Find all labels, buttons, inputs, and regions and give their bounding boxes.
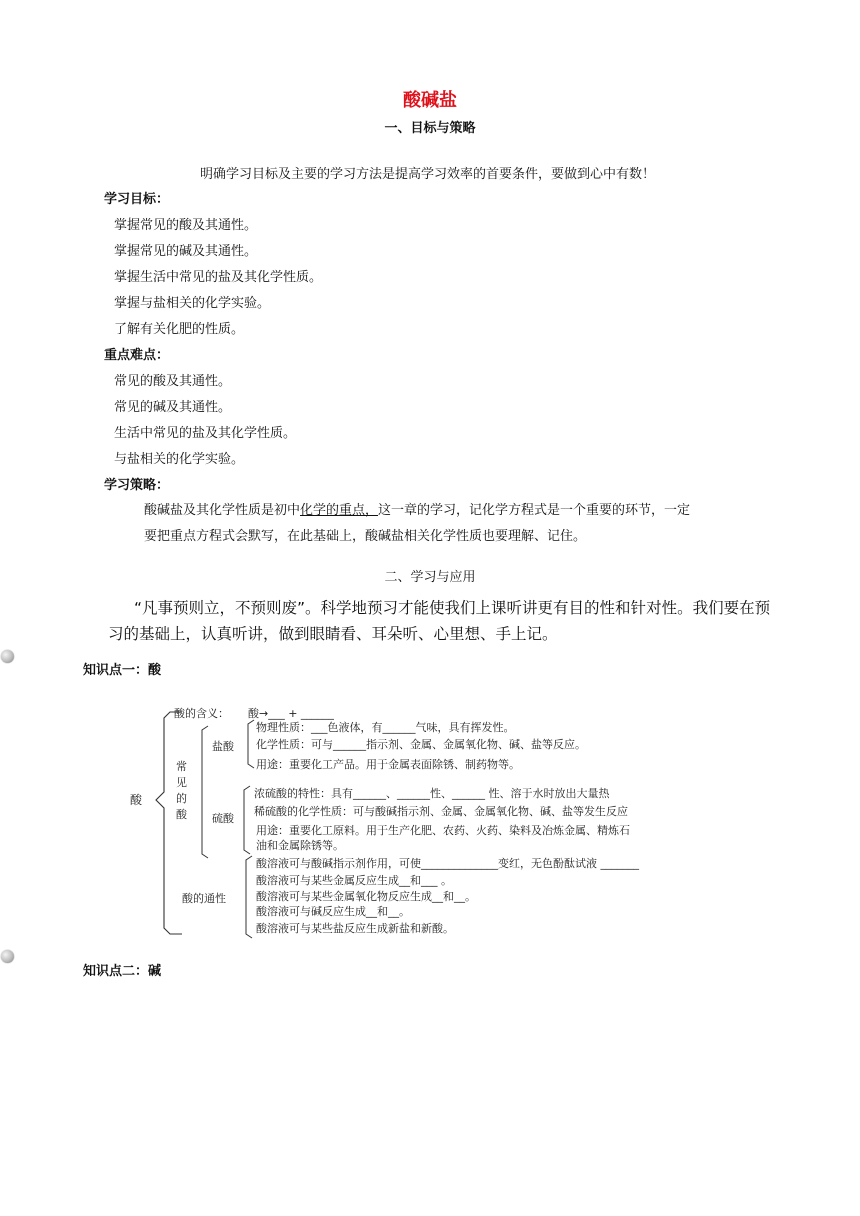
general-properties-label: 酸的通性 (182, 892, 226, 905)
goals-label: 学习目标： (104, 192, 170, 207)
bullet-icon (1, 650, 14, 663)
common-acid-char: 见 (176, 776, 187, 789)
acid-meaning-label: 酸的含义： (174, 707, 229, 720)
h2so4-label: 硫酸 (212, 812, 234, 825)
goal-item: 掌握常见的酸及其通性。 (114, 218, 258, 233)
general-property-line: 酸溶液可与某些盐反应生成新盐和新酸。 (256, 922, 454, 935)
general-property-line: 酸溶液可与酸碱指示剂作用，可使______________变红，无色酚酞试液 _______ (256, 857, 639, 870)
strategy-text: 酸碱盐及其化学性质是初中 (144, 503, 301, 518)
h2so4-line: 油和金属除锈等。 (256, 839, 344, 852)
h2so4-line: 稀硫酸的化学性质：可与酸碱指示剂、金属、金属氧化物、碱、盐等发生反应 (254, 805, 628, 818)
hcl-label: 盐酸 (212, 740, 234, 753)
section-heading-apply: 二、学习与应用 (384, 570, 476, 585)
key-point-item: 常见的碱及其通性。 (114, 400, 232, 415)
strategy-text: 这一章的学习，记化学方程式是一个重要的环节，一定 (378, 503, 691, 518)
root-label: 酸 (130, 793, 143, 807)
hcl-line: 化学性质：可与______指示剂、金属、金属氧化物、碱、盐等反应。 (256, 738, 586, 751)
common-acid-char: 常 (176, 760, 187, 773)
section-heading-goals: 一、目标与策略 (384, 121, 476, 136)
acid-meaning-formula: 酸→___ + ______ (248, 707, 334, 720)
strategy-label: 学习策略： (104, 478, 170, 493)
goal-item: 掌握与盐相关的化学实验。 (114, 296, 271, 311)
common-acid-char: 酸 (176, 808, 187, 821)
h2so4-line: 浓硫酸的特性：具有______、______性、______ 性、溶于水时放出大量热 (254, 787, 610, 800)
key-point-item: 生活中常见的盐及其化学性质。 (114, 426, 297, 441)
general-property-line: 酸溶液可与某些金属反应生成__和___ 。 (256, 874, 452, 887)
quote-line-1: “凡事预则立，不预则废”。科学地预习才能使我们上课听讲更有目的性和针对性。我们要在预 (134, 599, 771, 617)
goal-item: 了解有关化肥的性质。 (114, 322, 245, 337)
strategy-line-2: 要把重点方程式会默写，在此基础上，酸碱盐相关化学性质也要理解、记住。 (144, 529, 587, 544)
goal-item: 掌握生活中常见的盐及其化学性质。 (114, 270, 323, 285)
general-property-line: 酸溶液可与碱反应生成__和__。 (256, 905, 410, 918)
hcl-line: 物理性质：___色液体，有______气味，具有挥发性。 (256, 721, 515, 734)
hcl-line: 用途：重要化工产品。用于金属表面除锈、制药物等。 (256, 758, 520, 771)
strategy-underlined-text: 化学的重点， (300, 503, 379, 518)
acid-concept-diagram (120, 700, 760, 945)
general-property-line: 酸溶液可与某些金属氧化物反应生成__和__。 (256, 890, 476, 903)
key-point-item: 常见的酸及其通性。 (114, 374, 232, 389)
intro-text: 明确学习目标及主要的学习方法是提高学习效率的首要条件，要做到心中有数！ (200, 167, 656, 182)
knowledge-point-1: 知识点一：酸 (83, 663, 162, 678)
quote-line-2: 习的基础上，认真听讲，做到眼睛看、耳朵听、心里想、手上记。 (108, 625, 558, 643)
bullet-icon (1, 950, 14, 963)
knowledge-point-2: 知识点二：碱 (83, 964, 162, 979)
page-title: 酸碱盐 (403, 90, 457, 111)
h2so4-line: 用途：重要化工原料。用于生产化肥、农药、火药、染料及冶炼金属、精炼石 (256, 824, 630, 837)
key-points-label: 重点难点： (104, 348, 170, 363)
key-point-item: 与盐相关的化学实验。 (114, 452, 245, 467)
strategy-line-1 (144, 499, 690, 518)
common-acid-char: 的 (176, 792, 187, 805)
goal-item: 掌握常见的碱及其通性。 (114, 244, 258, 259)
